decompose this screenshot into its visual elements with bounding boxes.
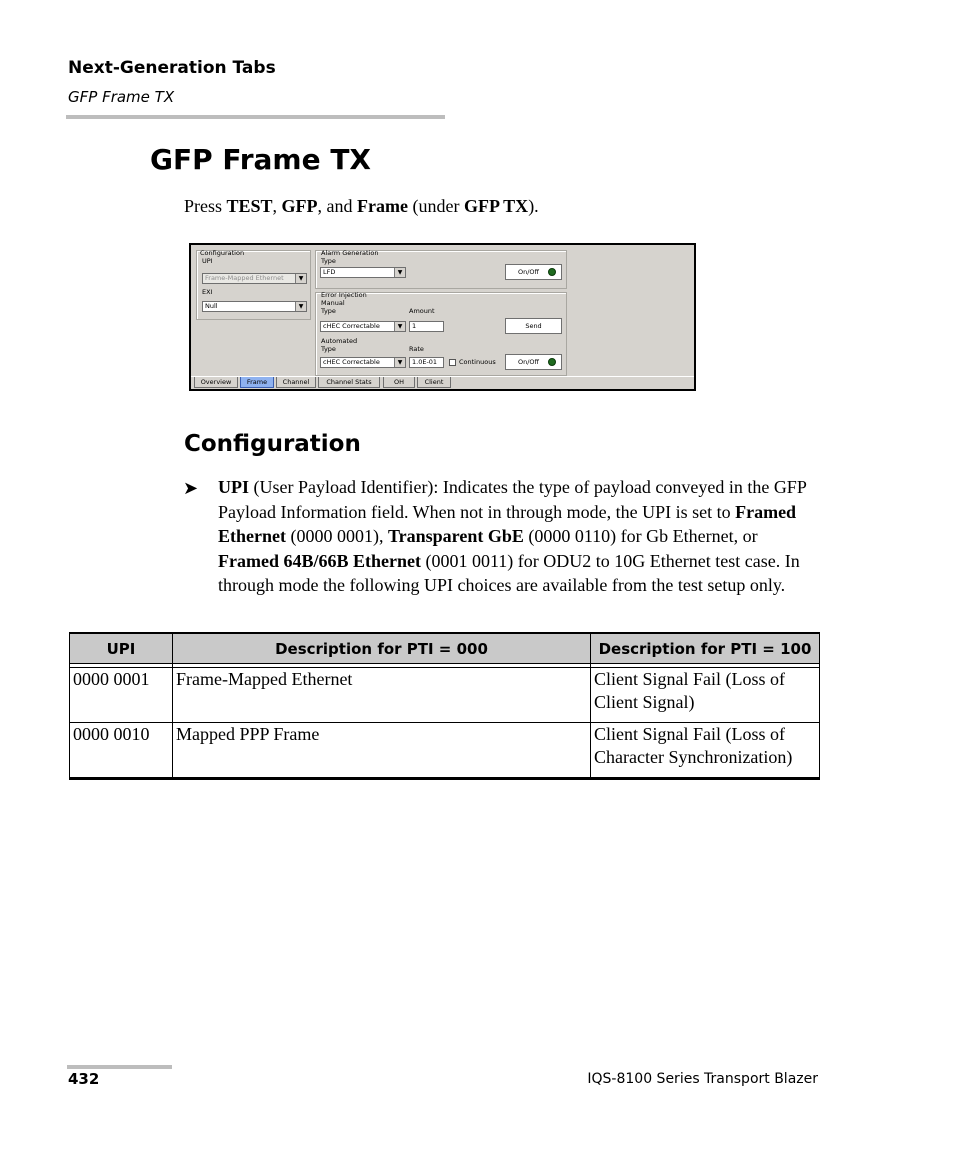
footer-rule [67, 1065, 172, 1069]
tab-channel[interactable]: Channel [276, 377, 316, 388]
alarm-type-label: Type [321, 257, 336, 265]
table-header-upi: UPI [70, 633, 173, 664]
upi-description: UPI (User Payload Identifier): Indicates the type of payload conveyed in the GFP Payload Information field. When not in through mode, the UPI is set to Framed Ethernet (0000 0001), Transparent GbE (0000 0110) for Gb Ethernet, or Framed 64B/66B Ethernet (0001 0011) for ODU2 to 10G Ethernet test case. In through mode the following UPI choices are available from the test setup only. [218, 477, 807, 596]
tab-oh[interactable]: OH [383, 377, 415, 388]
status-led-icon [548, 358, 556, 366]
table-cell: Client Signal Fail (Loss of Client Signal) [591, 668, 820, 723]
chevron-down-icon: ▼ [394, 322, 405, 331]
auto-type-label: Type [321, 345, 336, 353]
page-number: 432 [68, 1070, 100, 1088]
product-name: IQS-8100 Series Transport Blazer [587, 1071, 818, 1087]
upi-label: UPI [202, 257, 213, 265]
running-header-section: Next-Generation Tabs [68, 58, 276, 78]
table-row [70, 723, 820, 779]
chevron-down-icon: ▼ [394, 268, 405, 277]
upi-table [69, 632, 820, 780]
upi-select[interactable]: Frame-Mapped Ethernet ▼ [202, 273, 307, 284]
tab-frame[interactable]: Frame [240, 377, 274, 388]
manual-label: Manual [321, 299, 345, 307]
configuration-heading: Configuration [184, 431, 361, 457]
amount-label: Amount [409, 307, 435, 315]
intro-paragraph: Press TEST, GFP, and Frame (under GFP TX). [184, 196, 539, 216]
amount-input[interactable]: 1 [409, 321, 444, 332]
exi-select[interactable]: Null ▼ [202, 301, 307, 312]
table-header-pti-000: Description for PTI = 000 [173, 633, 591, 664]
auto-type-select[interactable]: cHEC Correctable ▼ [320, 357, 406, 368]
alarm-type-select[interactable]: LFD ▼ [320, 267, 406, 278]
gfp-frame-tx-screenshot [189, 243, 696, 391]
auto-onoff-button[interactable]: On/Off [505, 354, 562, 370]
tab-client[interactable]: Client [417, 377, 451, 388]
send-button[interactable]: Send [505, 318, 562, 334]
manual-type-select[interactable]: cHEC Correctable ▼ [320, 321, 406, 332]
table-row [70, 668, 820, 723]
status-led-icon [548, 268, 556, 276]
alarm-generation-label: Alarm Generation [321, 249, 379, 257]
configuration-group-label: Configuration [200, 249, 245, 257]
continuous-checkbox[interactable] [449, 359, 456, 366]
header-rule [66, 115, 445, 119]
table-cell: Client Signal Fail (Loss of Character Synchronization) [591, 723, 820, 779]
automated-label: Automated [321, 337, 358, 345]
exi-label: EXI [202, 288, 213, 296]
alarm-onoff-button[interactable]: On/Off [505, 264, 562, 280]
table-header-pti-100: Description for PTI = 100 [591, 633, 820, 664]
rate-label: Rate [409, 345, 424, 353]
page-title: GFP Frame TX [150, 143, 372, 176]
table-cell: Mapped PPP Frame [173, 723, 591, 779]
tab-overview[interactable]: Overview [194, 377, 238, 388]
error-injection-label: Error Injection [321, 291, 367, 299]
table-cell: 0000 0001 [70, 668, 173, 723]
bullet-arrow-icon: ➤ [183, 478, 199, 498]
chevron-down-icon: ▼ [295, 274, 306, 283]
tab-channel-stats[interactable]: Channel Stats [318, 377, 380, 388]
continuous-label: Continuous [459, 358, 496, 366]
chevron-down-icon: ▼ [295, 302, 306, 311]
rate-input[interactable]: 1.0E-01 [409, 357, 444, 368]
running-header-subsection: GFP Frame TX [68, 88, 175, 106]
table-cell: Frame-Mapped Ethernet [173, 668, 591, 723]
table-cell: 0000 0010 [70, 723, 173, 779]
chevron-down-icon: ▼ [394, 358, 405, 367]
manual-type-label: Type [321, 307, 336, 315]
